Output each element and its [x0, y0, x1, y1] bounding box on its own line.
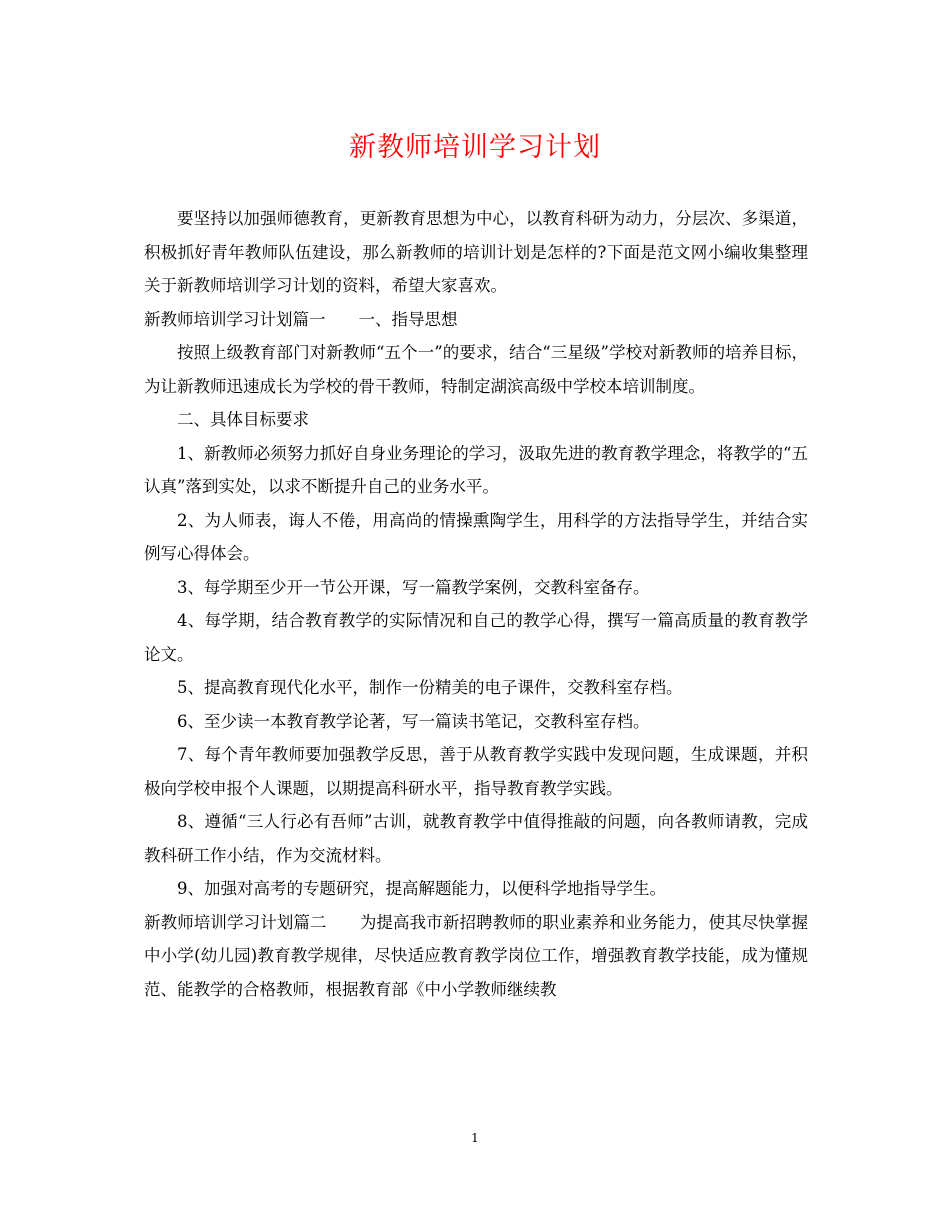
paragraph-section-one-heading: 新教师培训学习计划篇一 一、指导思想	[144, 309, 458, 329]
paragraph-goal-5: 5、提高教育现代化水平，制作一份精美的电子课件，交教科室存档。	[177, 678, 683, 697]
paragraph-guiding-thought: 按照上级教育部门对新教师“五个一”的要求，结合“三星级”学校对新教师的培养目标，为让新教师迅速成长为学校的骨干教师，特制定湖滨高级中学校本培训制度。	[144, 343, 808, 396]
document-title: 新教师培训学习计划	[349, 132, 601, 163]
paragraph-goals-heading: 二、具体目标要求	[177, 410, 309, 429]
paragraph-goal-6: 6、至少读一本教育教学论著，写一篇读书笔记，交教科室存档。	[177, 711, 650, 731]
paragraph-goal-8: 8、遵循“三人行必有吾师”古训，就教育教学中值得推敲的问题，向各教师请教，完成教科研工作小结，作为交流材料。	[144, 812, 808, 865]
paragraph-goal-9: 9、加强对高考的专题研究，提高解题能力，以便科学地指导学生。	[177, 879, 666, 898]
paragraph-intro: 要坚持以加强师德教育，更新教育思想为中心，以教育科研为动力，分层次、多渠道，积极抓好青年教师队伍建设，那么新教师的培训计划是怎样的?下面是范文网小编收集整理关于新教师培训学习计划的资料，希望大家喜欢。	[144, 209, 808, 295]
page-number: 1	[471, 1131, 479, 1145]
paragraph-goal-7: 7、每个青年教师要加强教学反思，善于从教育教学实践中发现问题，生成课题，并积极向学校申报个人课题，以期提高科研水平，指导教育教学实践。	[144, 745, 808, 798]
document-body	[144, 202, 808, 1006]
paragraph-goal-1: 1、新教师必须努力抓好自身业务理论的学习，汲取先进的教育教学理念，将教学的“五认真”落到实处，以求不断提升自己的业务水平。	[144, 443, 808, 496]
paragraph-goal-3: 3、每学期至少开一节公开课，写一篇教学案例，交教科室备存。	[177, 577, 650, 597]
paragraph-section-two: 新教师培训学习计划篇二 为提高我市新招聘教师的职业素养和业务能力，使其尽快掌握中小学(幼儿园)教育教学规律，尽快适应教育教学岗位工作，增强教育教学技能，成为懂规范、能教学的合格教师，根据教育部《中小学教师继续教	[144, 912, 808, 999]
paragraph-goal-2: 2、为人师表，诲人不倦，用高尚的情操熏陶学生，用科学的方法指导学生，并结合实例写心得体会。	[144, 510, 808, 563]
paragraph-goal-4: 4、每学期，结合教育教学的实际情况和自己的教学心得，撰写一篇高质量的教育教学论文。	[144, 611, 808, 664]
